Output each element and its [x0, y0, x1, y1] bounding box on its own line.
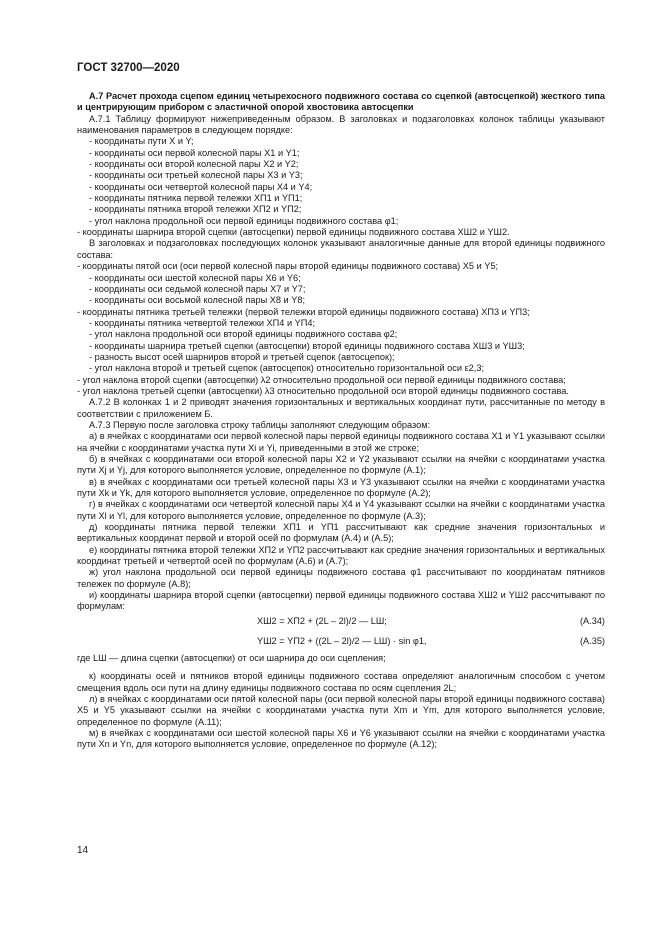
list-item: - угол наклона второй сцепки (автосцепки) λ2 относительно продольной оси первой единицы подвижного состава; — [77, 374, 566, 385]
paragraph-a72: А.7.2 В колонках 1 и 2 приводят значения горизонтальных и вертикальных координат пути, рассчитанные по методу в соответствии с приложением Б. — [77, 397, 605, 419]
list-item: ж) угол наклона продольной оси первой единицы подвижного состава φ1 рассчитывают по координатам пятников тележек по формуле (А.8); — [77, 567, 605, 589]
list-item: м) в ячейках с координатами оси шестой колесной пары X6 и Y6 указывают ссылки на ячейки с координатами участка пути Xn и Yn, для которого выполняется условие, определенное по формуле (А.12); — [77, 727, 605, 750]
list-item: - координаты оси второй колесной пары X2 и Y2; — [89, 159, 299, 170]
list-item: е) координаты пятника второй тележки XП2 и YП2 рассчитывают как средние значения горизонтальных и вертикальных координат третьей и четвертой осей по формулам (А.6) и (А.7); — [77, 544, 605, 567]
list-item: в) в ячейках с координатами оси третьей колесной пары X3 и Y3 указывают ссылки на ячейки с координатами участка пути Xk и Yk, для которого выполняется условие, определенное по формуле (А.2); — [77, 476, 605, 499]
formula-a34 — [77, 613, 605, 633]
list-item: - координаты оси первой колесной пары X1 и Y1; — [89, 147, 300, 158]
list-item: - координаты оси четвертой колесной пары X4 и Y4; — [89, 181, 313, 192]
list-item: - координаты пятника второй тележки XП2 и YП2; — [89, 204, 302, 215]
list-item: - угол наклона второй и третьей сцепок (автосцепок) относительно горизонтальной оси ε2,3; — [89, 363, 484, 374]
list-item: - координаты пятой оси (оси первой колесной пары второй единицы подвижного состава) X5 и Y5; — [77, 261, 499, 272]
list-item: - разность высот осей шарниров второй и третьей сцепок (автосцепок); — [89, 351, 395, 362]
list-item: г) в ячейках с координатами оси четвертой колесной пары X4 и Y4 указывают ссылки на ячейки с координатами участка пути Xl и Yl, для которого выполняется условие, определенное по формуле (А.3); — [77, 499, 605, 521]
fill-steps-list — [77, 431, 605, 613]
where-clause: где LШ — длина сцепки (автосцепки) от оси шарнира до оси сцепления; — [77, 652, 386, 663]
paragraph-a71: А.7.1 Таблицу формируют нижеприведенным образом. В заголовках и подзаголовках колонок таблицы указывают наименования параметров в следующем порядке: — [77, 113, 605, 136]
list-item: - координаты оси шестой колесной пары X6 и Y6; — [89, 272, 301, 283]
formula-number: (А.35) — [579, 635, 605, 646]
list-item: - угол наклона продольной оси первой единицы подвижного состава φ1; — [89, 215, 399, 226]
parameter-list-2 — [77, 261, 605, 397]
document-body — [77, 91, 605, 751]
list-item: - угол наклона третьей сцепки (автосцепки) λ3 относительно продольной оси второй единицы подвижного состава. — [77, 385, 569, 396]
section-title: А.7 Расчет прохода сцепом единиц четырехосного подвижного состава со сцепкой (автосцепкой) жесткого типа и центрирующим прибором с эластичной опорой хвостовика автосцепки — [77, 91, 605, 113]
list-item: к) координаты осей и пятников второй единицы подвижного состава определяют аналогичным способом с учетом смещения вдоль оси пути на длину единицы подвижного состава по осям сцепления 2L; — [77, 671, 605, 693]
list-item: д) координаты пятника первой тележки XП1 и YП1 рассчитывают как средние значения горизонтальных и вертикальных координат первой и второй осей по формулам (А.4) и (А.5); — [77, 522, 605, 544]
formula-expression: XШ2 = XП2 + (2L – 2l)/2 — LШ; — [257, 615, 387, 626]
fill-steps-list-continued — [77, 671, 605, 750]
list-item: - координаты пути X и Y; — [89, 136, 194, 147]
list-item: а) в ячейках с координатами оси первой колесной пары первой единицы подвижного состава X1 и Y1 указывают ссылки на ячейки с координатами участка пути Xi и Yi, приведенными в этой же строке; — [77, 431, 605, 453]
list-item: - координаты шарнира второй сцепки (автосцепки) первой единицы подвижного состава XШ2 и YШ2. — [77, 227, 510, 238]
formula-number: (А.34) — [579, 615, 605, 626]
paragraph-subheaders: В заголовках и подзаголовках последующих колонок указывают аналогичные данные для второй единицы подвижного состава: — [77, 238, 605, 260]
list-item: - координаты оси восьмой колесной пары X8 и Y8; — [89, 295, 306, 306]
list-item: - координаты пятника третьей тележки (первой тележки второй единицы подвижного состава) XП3 и YП3; — [77, 306, 530, 317]
paragraph-a73: А.7.3 Первую после заголовка строку таблицы заполняют следующим образом: — [89, 419, 431, 430]
list-item: - координаты оси третьей колесной пары X3 и Y3; — [89, 170, 303, 181]
list-item: - координаты шарнира третьей сцепки (автосцепки) второй единицы подвижного состава XШ3 и YШ3; — [89, 340, 525, 351]
formula-a35 — [77, 633, 605, 653]
list-item: - координаты пятника четвертой тележки XП4 и YП4; — [89, 317, 316, 328]
list-item: - координаты оси седьмой колесной пары X7 и Y7; — [89, 283, 306, 294]
formula-expression: YШ2 = YП2 + ((2L – 2l)/2 — LШ) · sin φ1, — [257, 635, 427, 646]
list-item: - угол наклона продольной оси второй единицы подвижного состава φ2; — [89, 329, 398, 340]
list-item: б) в ячейках с координатами оси второй колесной пары X2 и Y2 указывают ссылки на ячейки с координатами участка пути Xj и Yj, для которого выполняется условие, определенное по формуле (А.1); — [77, 454, 605, 476]
page-number: 14 — [77, 845, 89, 856]
list-item: и) координаты шарнира второй сцепки (автосцепки) первой единицы подвижного состава XШ2 и YШ2 рассчитывают по формулам: — [77, 590, 605, 612]
list-item: - координаты пятника первой тележки XП1 и YП1; — [89, 193, 303, 204]
document-header: ГОСТ 32700—2020 — [77, 62, 180, 74]
list-item: л) в ячейках с координатами оси пятой колесной пары (оси первой колесной пары второй единицы подвижного состава) X5 и Y5 указывают ссылки на ячейки с координатами участка пути Xm и Ym, для которого выполняется условие, определенное по формуле (А.11); — [77, 693, 605, 727]
parameter-list-1 — [77, 136, 605, 238]
